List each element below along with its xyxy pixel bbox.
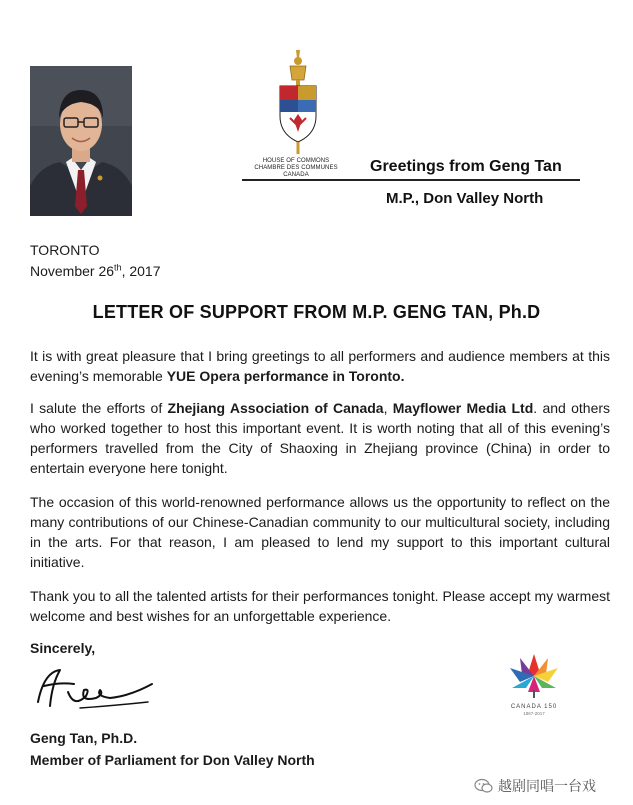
date-ordinal: th xyxy=(114,262,122,273)
canada-150-years: 1867-2017 xyxy=(523,711,545,716)
paragraph-occasion: The occasion of this world-renowned performance allows us the opportunity to reflect on the many contributions of our Chinese-Canadian community to our multicultural society, including in the arts. For that reason, I am pleased to lend my support to this important cultural initiative. xyxy=(30,494,610,570)
canada-150-label: CANADA 150 xyxy=(510,704,558,710)
p2-text-b: . and others who worked together to host this important event. It is worth noting that all of this evening’s performers travelled from the City of Shaoxing in Zhejiang province (China) in order to entertain everyone here tonight. xyxy=(30,400,611,476)
paragraph-greeting xyxy=(30,346,610,386)
date-year: , 2017 xyxy=(121,263,161,279)
watermark-text: 越剧同唱一台戏 xyxy=(498,778,596,794)
p2-sep: , xyxy=(383,400,393,416)
paragraph-acknowledgement xyxy=(30,398,610,478)
p2-org-mayflower: Mayflower Media Ltd xyxy=(392,400,534,416)
p1-event-name: YUE Opera performance in Toronto. xyxy=(166,368,405,384)
crest-line-3: CANADA xyxy=(283,172,309,178)
house-of-commons-crest-icon xyxy=(268,48,328,156)
letter-location: TORONTO xyxy=(30,242,100,258)
paragraph-thanks: Thank you to all the talented artists for their performances tonight. Please accept my warmest welcome and best wishes for an unforgettable experience. xyxy=(30,588,610,624)
p2-text-a: I salute the efforts of xyxy=(30,400,168,416)
crest-line-1: HOUSE OF COMMONS xyxy=(262,158,330,164)
handwritten-signature xyxy=(30,662,160,718)
p1-text: It is with great pleasure that I bring greetings to all performers and audience members at this evening’s memorable xyxy=(30,348,610,384)
greeting-title: Greetings from Geng Tan xyxy=(370,158,562,175)
date-day: November 26 xyxy=(30,263,115,279)
position-title: M.P., Don Valley North xyxy=(386,190,544,207)
letter-headline: LETTER OF SUPPORT FROM M.P. GENG TAN, Ph.D xyxy=(92,302,541,322)
letter-date xyxy=(30,261,161,281)
p2-org-zhejiang: Zhejiang Association of Canada xyxy=(167,400,384,416)
crest-caption xyxy=(236,158,356,179)
wechat-icon xyxy=(474,778,494,794)
crest-line-2: CHAMBRE DES COMMUNES xyxy=(254,165,338,171)
signer-title: Member of Parliament for Don Valley North xyxy=(30,752,315,768)
portrait-photo xyxy=(30,66,132,216)
closing: Sincerely, xyxy=(30,640,96,656)
signer-name: Geng Tan, Ph.D. xyxy=(30,730,138,746)
header-divider xyxy=(242,179,580,181)
watermark xyxy=(474,776,596,796)
